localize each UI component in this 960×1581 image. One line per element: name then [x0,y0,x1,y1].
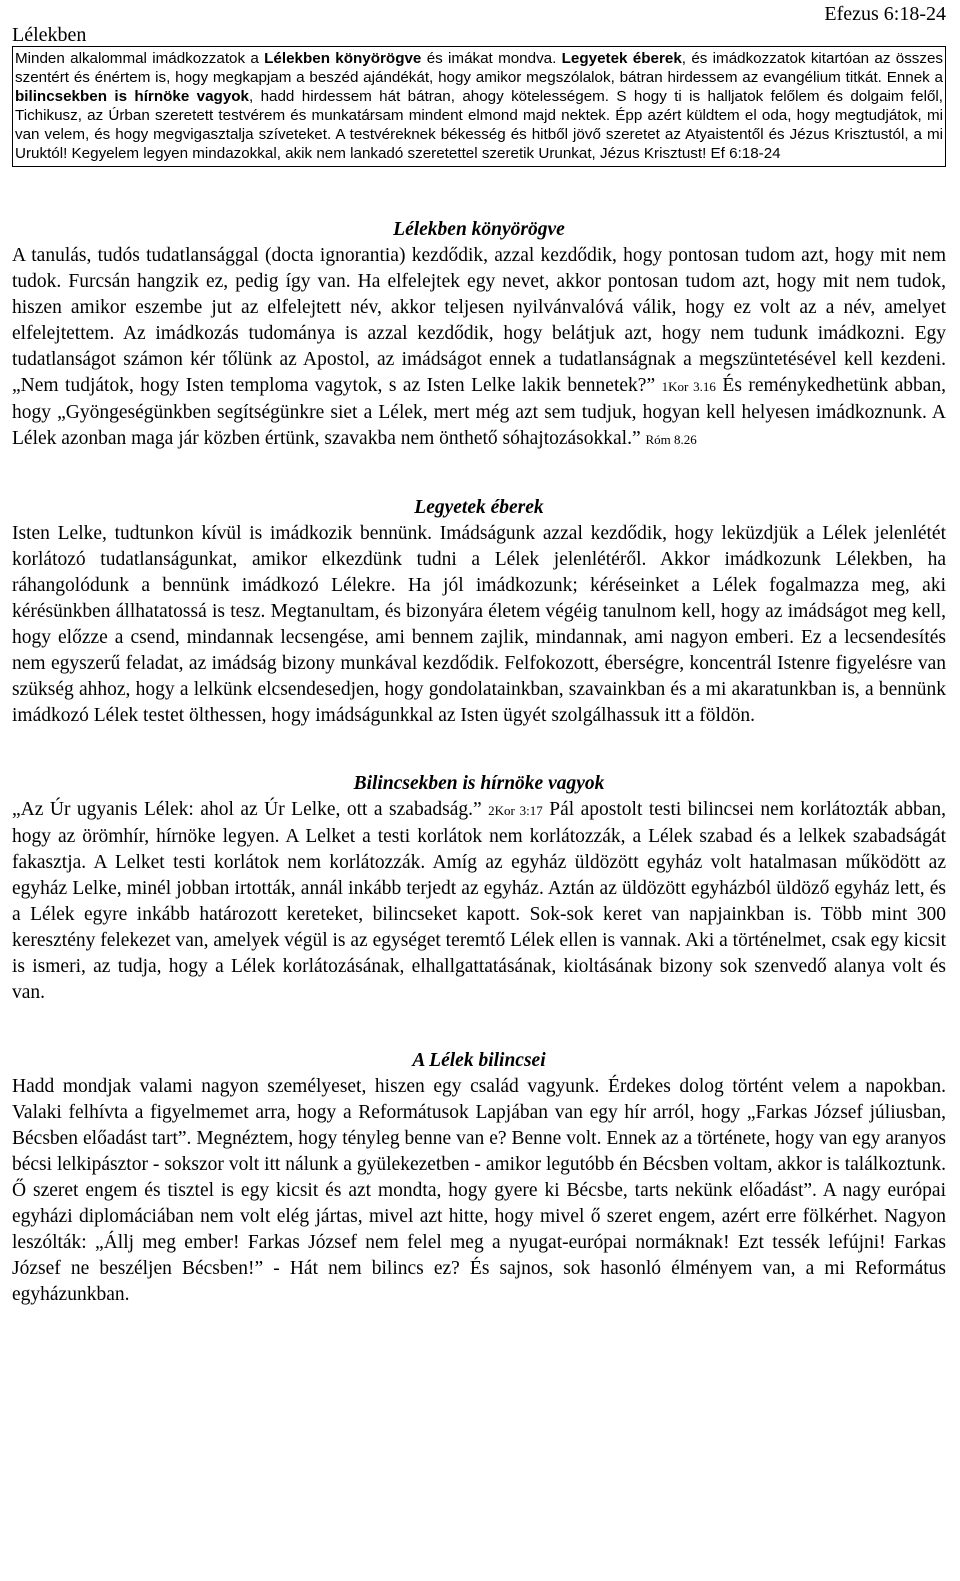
section-title: Bilincsekben is hírnöke vagyok [353,773,605,794]
header-line [12,0,946,46]
section-title: A Lélek bilincsei [412,1050,546,1071]
section-title: Legyetek éberek [414,497,544,518]
scripture-highlight-3: bilincsekben is hírnöke vagyok [15,88,249,105]
topic-label: Lélekben [12,24,87,46]
paragraph-text: És reménykedhetünk abban, hogy „Gyöngeségünkben segítségünkre siet a Lélek, mert még azt sem tudjuk, hogyan kell helyesen imádkoznunk. A Lélek azonban maga jár közben értünk, szavakba nem önthető sóhajtozásokkal.” [12,375,947,449]
section-title: Lélekben könyörögve [393,219,565,240]
section-paragraph [12,521,946,729]
section-paragraph [12,1074,946,1308]
scripture-highlight-2: Legyetek éberek [561,50,682,67]
scripture-box [12,46,946,167]
section-paragraph [12,243,946,453]
bible-reference: 2Kor 3:17 [488,803,543,818]
paragraph-text: A tanulás, tudós tudatlansággal (docta ignorantia) kezdődik, azzal kezdődik, hogy pontosan tudom azt, hogy mit nem tudok. Furcsán hangzik ez, pedig így van. Ha elfelejtek egy nevet, akkor pontosan tudom azt, hogy mit nem tudok, hiszen amikor eszembe jut az elfelejtett név, akkor teljesen nyilvánvalóvá válik, hogy ez volt az a név, amelyet elfelejtettem. Az imádkozás tudománya is azzal kezdődik, hogy belátjuk azt, hogy nem tudunk imádkozni. Egy tudatlanságot számon kér tőlünk az Apostol, az imádságot ennek a tudatlanságnak a megszüntetésével kell kezdeni. „Nem tudjátok, hogy Isten temploma vagytok, s az Isten Lelke lakik bennetek?” [12,245,946,396]
scripture-highlight-1: Lélekben könyörögve [264,50,422,67]
section-paragraph [12,797,946,1006]
paragraph-text: Hadd mondjak valami nagyon személyeset, hiszen egy család vagyunk. Érdekes dolog történt velem a napokban. Valaki felhívta a figyelmemet arra, hogy a Reformátusok Lapjában van egy hír arról, hogy „Farkas József júliusban, Bécsben előadást tart”. Megnéztem, hogy tényleg benne van e? Benne volt. Ennek az a története, hogy van egy aranyos bécsi lelkipásztor - sokszor volt itt nálunk a gyülekezetben - amikor legutóbb én Bécsben voltam, akkor is találkoztunk. Ő szeret engem és tisztel is egy kicsit és azt mondta, hogy gyere ki Bécsbe, tarts nekünk előadást”. A nagy európai egyházi diplomáciában nem volt elég jártas, mivel azt hitte, hogy mivel ő szeret engem, azért erre fölkérhet. Nagyon leszólták: „Állj meg ember! Farkas József nem felel meg a nyugat-európai normáknak! Ezt tessék lefújni! Farkas József ne beszéljen Bécsben!” - Hát nem bilincs ez? És sajnos, sok hasonló élményem van, a mi Református egyházunkban. [12,1076,946,1305]
paragraph-text: Pál apostolt testi bilincsei nem korlátozták abban, hogy az örömhír, hírnöke legyen. A Lelket a testi korlátok nem korlátozzák, a Lélek szabad és a lelkek szabadságát fakasztja. A Lelket testi korlátok nem korlátozzák. Amíg az egyház üldözött egyház volt hatalmasan működött az egyház Lelke, minél jobban irtották, annál inkább terjedt az egyház. Aztán az üldözött egyházból üldöző egyház lett, és a Lélek egyre inkább határozott kereteket, bilincseket kapott. Sok-sok keret van napjainkban is. Több mint 300 keresztény felekezet van, amelyek végül is az egységet teremtő Lélek ellen is vannak. Aki a történelmet, csak egy kicsit is ismeri, az tudja, hogy a Lélek korlátozásának, elhallgattatásának, kioltásának bizony sok szenvedő alanya volt és van. [12,799,947,1003]
verse-reference: Efezus 6:18-24 [824,3,946,25]
scripture-text: , és imádkozzatok kitartóan az összes szentért és énértem is, hogy megkapjam a beszéd ajándékát, hogy amikor megszólalok, bátran hirdessem az evangélium titkát. Ennek a [15,50,944,86]
bible-reference: Róm 8.26 [645,432,697,447]
paragraph-text: „Az Úr ugyanis Lélek: ahol az Úr Lelke, ott a szabadság.” [12,799,489,820]
scripture-text: , hadd hirdessem hát bátran, ahogy kötelességem. S hogy ti is halljatok felőlem és dolgaim felől, Tichikusz, az Úrban szeretett testvérem és munkatársam mindent elmond majd nektek. Épp azért küldtem el oda, hogy megtudjátok, mi van velem, és hogy megvigasztalja szíveteket. A testvéreknek békesség és hitből jövő szeretet az Atyaistentől és Jézus Krisztustól, a mi Uruktól! Kegyelem legyen mindazokkal, akik nem lankadó szeretettel szeretik Urunkat, Jézus Krisztust! Ef 6:18-24 [15,88,944,162]
paragraph-text: Isten Lelke, tudtunkon kívül is imádkozik bennünk. Imádságunk azzal kezdődik, hogy leküzdjük a Lélek jelenlétét korlátozó tudatlanságunkat, amikor elkezdünk tudni a Lélek jelenlétéről. Akkor imádkozunk Lélekben, ha ráhangolódunk a bennünk imádkozó Lélekre. Ha jól imádkozunk; kéréseinket a Lélek fogalmazza meg, aki kérésünkben állhatatossá is tesz. Megtanultam, és bizonyára életem végéig tanulnom kell, hogy az imádságot meg kell, hogy előzze a csend, mindannak lecsengése, ami bennem zajlik, mindannak, ami nagyon emberi. Ez a lecsendesítés nem egyszerű feladat, az imádság bizony munkával kezdődik. Felfokozott, éberségre, koncentrál Istenre figyelésre van szükség ahhoz, hogy a lelkünk elcsendesedjen, hogy gondolatainkban, szavainkban és a mi akaratunkban is, a bennünk imádkozó Lélek testet ölthessen, hogy imádságunkkal az Isten ügyét szolgálhassuk itt a földön. [12,523,946,726]
scripture-text: és imákat mondva. [421,50,562,67]
document-page [12,0,946,1308]
bible-reference: 1Kor 3.16 [661,379,716,394]
scripture-text: Minden alkalommal imádkozzatok a [15,50,265,67]
